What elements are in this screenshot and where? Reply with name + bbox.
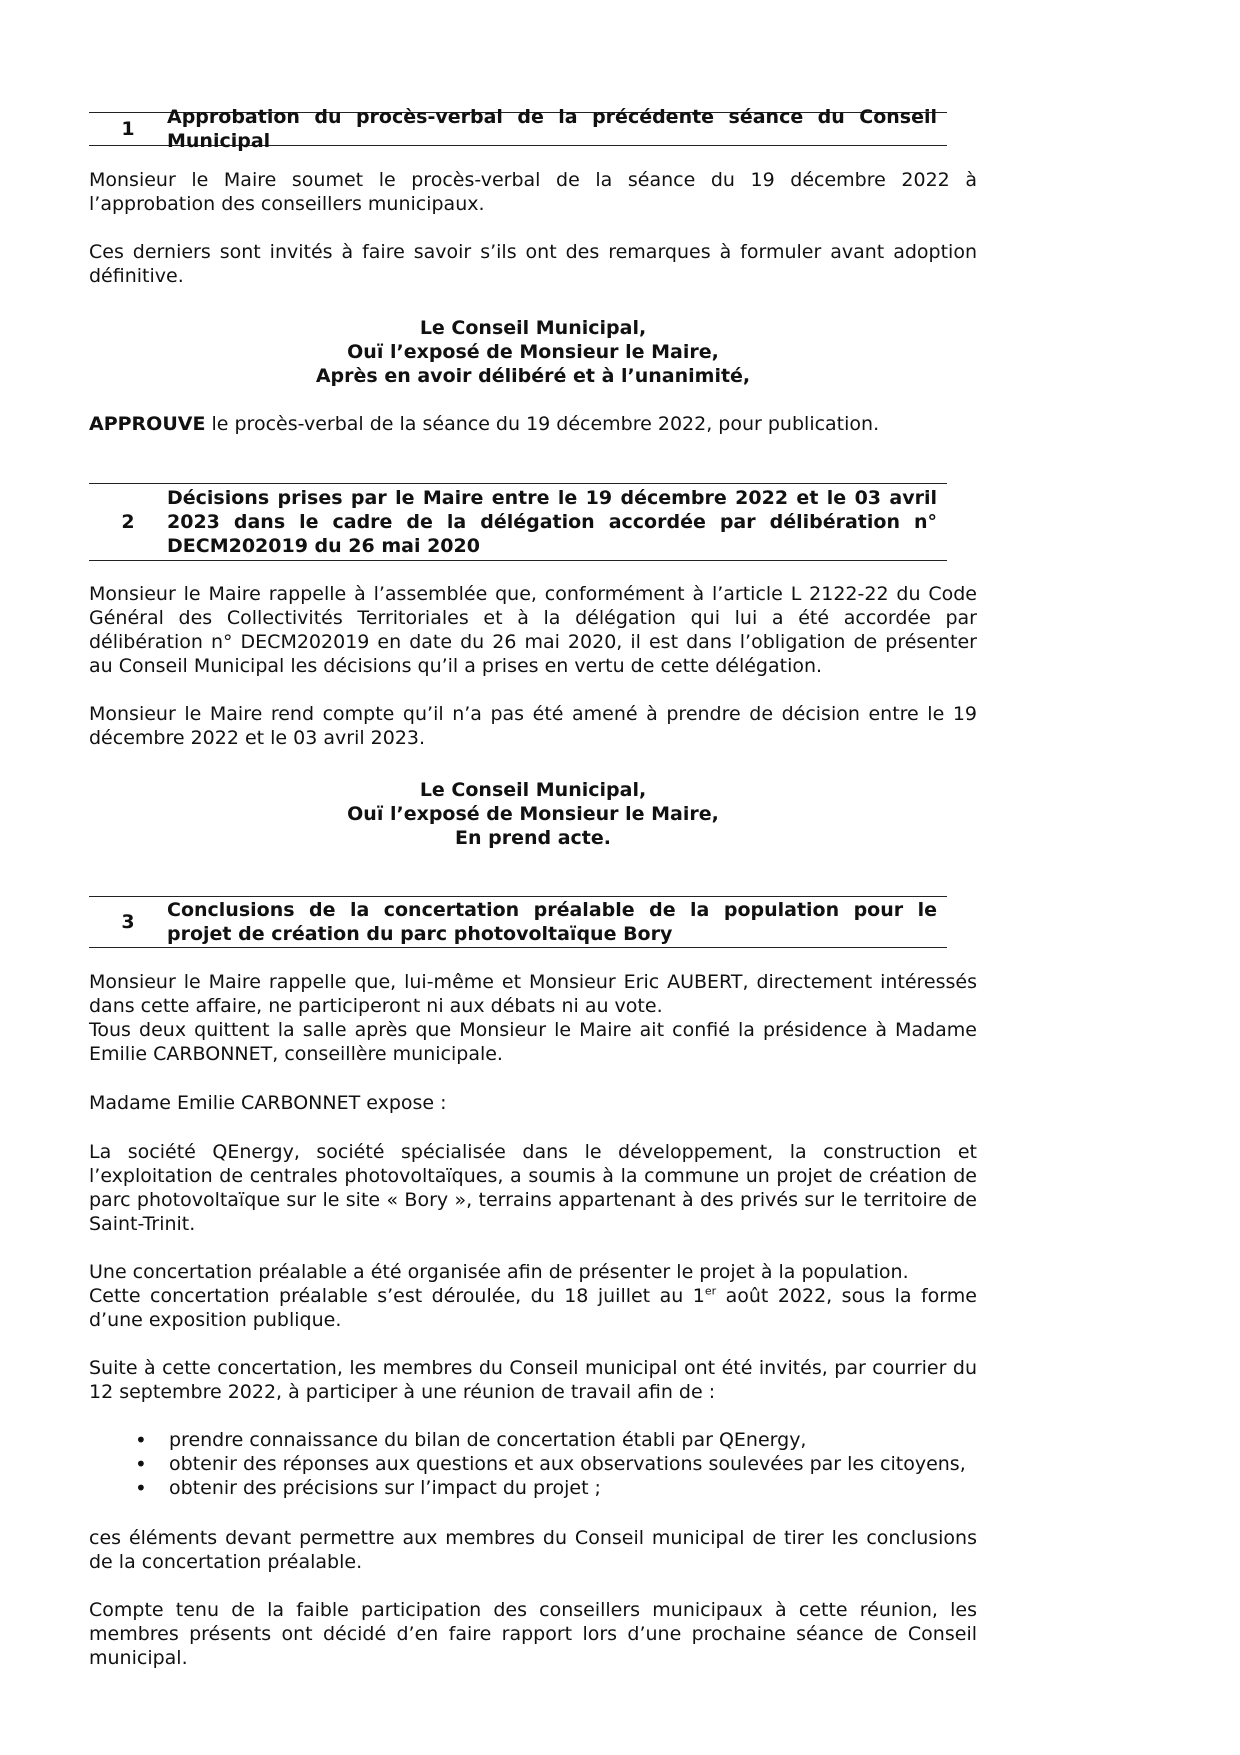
- section-3-header: [89, 896, 947, 948]
- list-item: • obtenir des réponses aux questions et aux observations soulevées par les citoyens,: [89, 1452, 977, 1476]
- list-item: • prendre connaissance du bilan de concertation établi par QEnergy,: [89, 1428, 977, 1452]
- council-line: En prend acte.: [455, 827, 611, 849]
- decision-keyword: APPROUVE: [89, 413, 206, 435]
- paragraph: Monsieur le Maire rappelle que, lui-même et Monsieur Eric AUBERT, directement intéressés dans cette affaire, ne participeront ni aux débats ni au vote.: [89, 971, 977, 1017]
- paragraph: Ces derniers sont invités à faire savoir s’ils ont des remarques à formuler avant adoption définitive.: [89, 241, 977, 287]
- council-line: Le Conseil Municipal,: [419, 317, 647, 339]
- paragraph: Une concertation préalable a été organisée afin de présenter le projet à la population.: [89, 1261, 909, 1283]
- paragraph: Tous deux quittent la salle après que Monsieur le Maire ait confié la présidence à Madame Emilie CARBONNET, conseillère municipale.: [89, 1019, 977, 1065]
- paragraph: [89, 1284, 977, 1332]
- text-span: Cette concertation préalable s’est déroulée, du 18 juillet au 1: [89, 1285, 705, 1307]
- paragraph: La société QEnergy, société spécialisée dans le développement, la construction et l’exploitation de centrales photovoltaïques, a soumis à la commune un projet de création de parc photovoltaïque sur le site « Bory », terrains appartenant à des privés sur le territoire de Saint-Trinit.: [89, 1141, 977, 1235]
- decision-text: le procès-verbal de la séance du 19 décembre 2022, pour publication.: [205, 413, 880, 435]
- section-title: Décisions prises par le Maire entre le 19 décembre 2022 et le 03 avril 2023 dans le cadre de la délégation accordée par délibération n° DECM202019 du 26 mai 2020: [167, 487, 937, 557]
- superscript: er: [704, 1284, 717, 1298]
- section-1-header: [89, 106, 947, 152]
- paragraph: Suite à cette concertation, les membres du Conseil municipal ont été invités, par courrier du 12 septembre 2022, à participer à une réunion de travail afin de :: [89, 1357, 977, 1403]
- paragraph: Monsieur le Maire soumet le procès-verbal de la séance du 19 décembre 2022 à l’approbation des conseillers municipaux.: [89, 169, 977, 215]
- section-2-header: [89, 483, 947, 561]
- council-line: Le Conseil Municipal,: [419, 779, 647, 801]
- decision-paragraph: [89, 412, 977, 436]
- section-title: Approbation du procès-verbal de la précédente séance du Conseil Municipal: [167, 106, 937, 152]
- council-line: Ouï l’exposé de Monsieur le Maire,: [347, 341, 719, 363]
- council-line: Ouï l’exposé de Monsieur le Maire,: [347, 803, 719, 825]
- paragraph: Monsieur le Maire rappelle à l’assemblée que, conformément à l’article L 2122-22 du Code Général des Collectivités Territoriales et à la délégation qui lui a été accordée par délibération n° DECM202019 en date du 26 mai 2020, il est dans l’obligation de présenter au Conseil Municipal les décisions qu’il a prises en vertu de cette délégation.: [89, 583, 977, 677]
- paragraph: Madame Emilie CARBONNET expose :: [89, 1092, 447, 1114]
- list-item: • obtenir des précisions sur l’impact du projet ;: [89, 1476, 977, 1500]
- council-statement: [89, 778, 977, 850]
- section-title: Conclusions de la concertation préalable de la population pour le projet de création du parc photovoltaïque Bory: [167, 899, 937, 945]
- paragraph: ces éléments devant permettre aux membres du Conseil municipal de tirer les conclusions de la concertation préalable.: [89, 1527, 977, 1573]
- text-span: août 2022, sous la forme d’une exposition publique.: [89, 1285, 977, 1331]
- paragraph: Monsieur le Maire rend compte qu’il n’a pas été amené à prendre de décision entre le 19 décembre 2022 et le 03 avril 2023.: [89, 703, 977, 749]
- council-statement: [89, 316, 977, 388]
- section-number: 3: [121, 911, 135, 933]
- council-line: Après en avoir délibéré et à l’unanimité,: [315, 365, 751, 387]
- paragraph: Compte tenu de la faible participation des conseillers municipaux à cette réunion, les membres présents ont décidé d’en faire rapport lors d’une prochaine séance de Conseil municipal.: [89, 1599, 977, 1669]
- section-number: 2: [121, 511, 135, 533]
- section-number: 1: [121, 118, 135, 140]
- bullet-list: [89, 1428, 977, 1500]
